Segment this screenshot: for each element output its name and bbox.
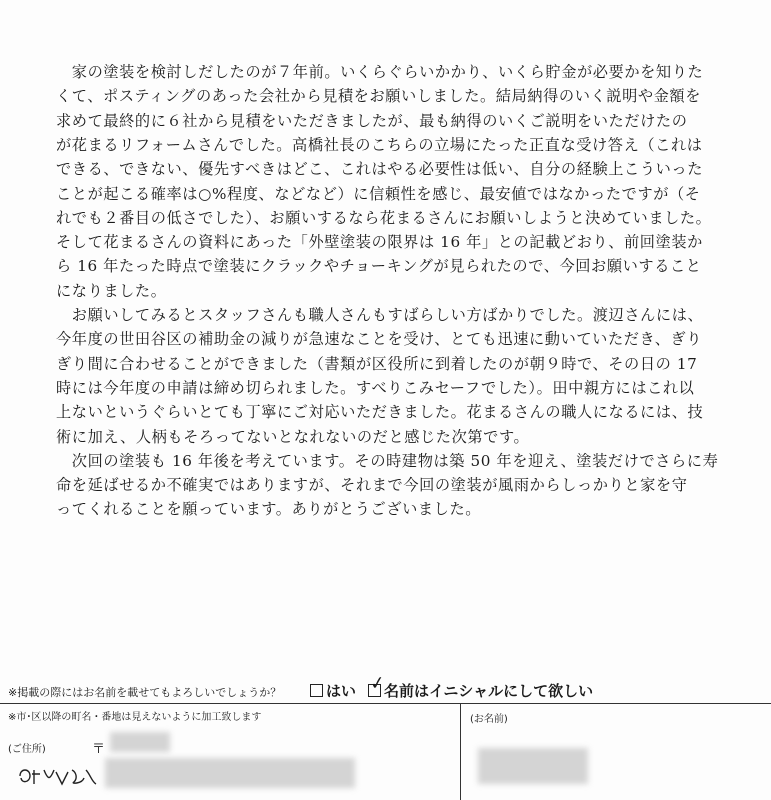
text-line: ってくれることを願っています。ありがとうございました。: [56, 500, 482, 519]
name-label: (お名前): [470, 714, 508, 725]
text-line: そして花まるさんの資料にあった「外壁塗装の限界は 16 年」との記載どおり、前回塗装か: [56, 233, 703, 252]
redacted-postal-code: [110, 732, 170, 752]
form-divider: [0, 703, 771, 704]
option-yes-label: はい: [326, 682, 357, 700]
handwritten-address: [16, 762, 100, 793]
text-line: ら 16 年たった時点で塗装にクラックやチョーキングが見られたので、今回お願いすること: [56, 257, 702, 276]
form-column-divider: [460, 704, 461, 800]
consent-question: ※掲載の際にはお名前を載せてもよろしいでしょうか？: [8, 686, 282, 699]
text-line: れでも２番目の低さでした）、お願いするなら花まるさんにお願いしようと決めていました。: [56, 208, 712, 227]
text-line: が花まるリフォームさんでした。高橋社長のこちらの立場にたった正直な受け答え（これは: [56, 135, 703, 154]
yes-checkbox[interactable]: [310, 684, 323, 697]
address-note: ※市･区以降の町名・番地は見えないように加工致します: [8, 712, 262, 723]
redacted-address: [105, 758, 355, 788]
redacted-name: [478, 748, 588, 784]
text-line: 上ないというぐらいとても丁寧にご対応いただきました。花まるさんの職人になるには、技: [56, 403, 704, 422]
text-line: お願いしてみるとスタッフさんも職人さんもすばらしい方ばかりでした。渡辺さんには、: [56, 306, 704, 324]
postal-mark: 〒: [92, 742, 106, 757]
text-line: ことが起こる確率は○%程度、などなど）に信頼性を感じ、最安値ではなかったですが（そ: [56, 184, 701, 203]
text-line: 次回の塗装も 16 年後を考えています。その時建物は築 50 年を迎え、塗装だけでさらに寿: [56, 451, 719, 470]
text-line: ぎり間に合わせることができました（書類が区役所に到着したのが朝９時で、その日の 17: [56, 354, 698, 373]
text-line: 時には今年度の申請は締め切られました。すべりこみセーフでした）。田中親方にはこれ以: [56, 378, 695, 397]
option-initials-label: 名前はイニシャルにして欲しい: [384, 682, 594, 700]
text-line: になりました。: [56, 281, 167, 300]
text-line: くて、ポスティングのあった会社から見積をお願いしました。結局納得のいく説明や金額を: [56, 87, 702, 106]
consent-row: [6, 672, 766, 702]
text-line: できる、できない、優先すべきはどこ、これはやる必要性は低い、自分の経験上こういった: [56, 160, 703, 179]
text-line: 今年度の世田谷区の補助金の減りが急速なことを受け、とても迅速に動いていただき、ぎり: [56, 330, 703, 349]
option-yes[interactable]: [310, 680, 356, 701]
option-initials[interactable]: [368, 672, 594, 701]
text-line: 術に加え、人柄もそろってないとなれないのだと感じた次第です。: [56, 427, 530, 446]
address-label: (ご住所): [8, 744, 46, 755]
text-line: 命を延ばせるか不確実ではありますが、それまで今回の塗装が風雨からしっかりと家を守: [56, 476, 688, 495]
text-line: 家の塗装を検討しだしたのが７年前。いくらぐらいかかり、いくら貯金が必要かを知りた: [56, 63, 704, 81]
initials-checkbox[interactable]: [368, 672, 387, 697]
text-line: 求めて最終的に６社から見積をいただきましたが、最も納得のいくご説明をいただけたの: [56, 111, 688, 130]
check-mark-icon: ✓: [368, 672, 387, 695]
handwriting-icon: [16, 762, 100, 788]
